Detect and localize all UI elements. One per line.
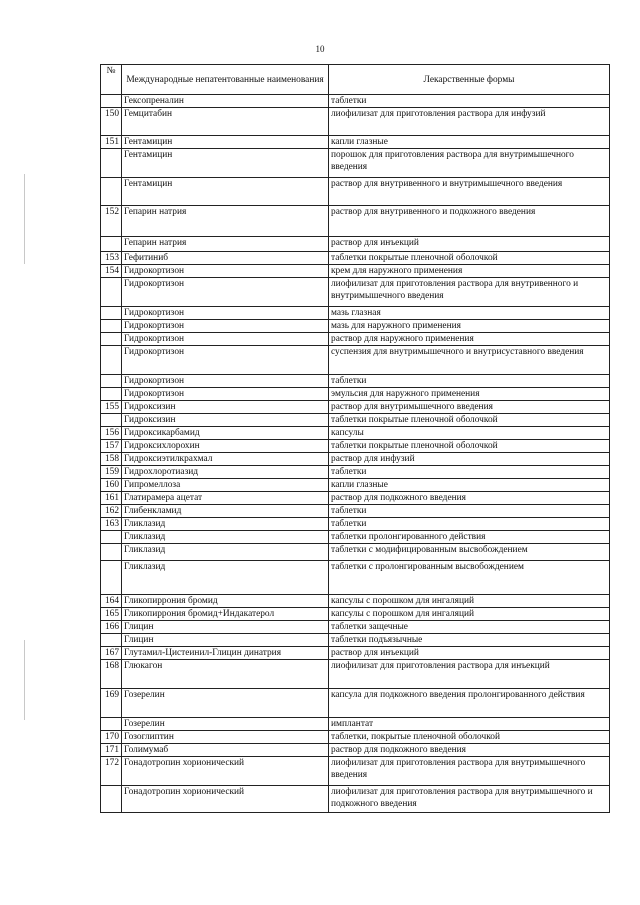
- row-number: 167: [101, 647, 122, 660]
- row-form: лиофилизат для приготовления раствора для внутримышечного и подкожного введения: [329, 786, 610, 813]
- table-row: [101, 278, 610, 307]
- row-number: [101, 634, 122, 647]
- row-name: Гидрокортизон: [122, 278, 329, 307]
- row-form: крем для наружного применения: [329, 265, 610, 278]
- row-number: 156: [101, 427, 122, 440]
- row-number: 166: [101, 621, 122, 634]
- row-form: таблетки с пролонгированным высвобождением: [329, 561, 610, 595]
- row-name: Гентамицин: [122, 136, 329, 149]
- row-name: Гидрокортизон: [122, 333, 329, 346]
- row-name: Гликлазид: [122, 518, 329, 531]
- table-row: [101, 346, 610, 375]
- row-form: капсулы с порошком для ингаляций: [329, 595, 610, 608]
- row-name: Гликопиррония бромид: [122, 595, 329, 608]
- row-form: раствор для внутримышечного введения: [329, 401, 610, 414]
- table-row: [101, 375, 610, 388]
- scan-mark: [24, 174, 25, 264]
- row-form: таблетки: [329, 466, 610, 479]
- row-form: таблетки: [329, 375, 610, 388]
- row-form: эмульсия для наружного применения: [329, 388, 610, 401]
- row-form: раствор для подкожного введения: [329, 744, 610, 757]
- row-form: мазь глазная: [329, 307, 610, 320]
- row-name: Глутамил-Цистеинил-Глицин динатрия: [122, 647, 329, 660]
- header-number: №: [101, 65, 122, 95]
- row-number: [101, 561, 122, 595]
- row-name: Гонадотропин хорионический: [122, 786, 329, 813]
- row-name: Гидроксизин: [122, 414, 329, 427]
- row-form: капсула для подкожного введения пролонгированного действия: [329, 689, 610, 718]
- table-row: [101, 634, 610, 647]
- row-form: раствор для подкожного введения: [329, 492, 610, 505]
- row-form: капли глазные: [329, 479, 610, 492]
- row-name: Гидрохлоротиазид: [122, 466, 329, 479]
- row-number: [101, 375, 122, 388]
- header-form: Лекарственные формы: [329, 65, 610, 95]
- table-row: [101, 453, 610, 466]
- row-number: [101, 531, 122, 544]
- table-row: [101, 108, 610, 136]
- row-form: раствор для инъекций: [329, 237, 610, 252]
- row-form: раствор для инфузий: [329, 453, 610, 466]
- row-number: [101, 149, 122, 178]
- table-row: [101, 689, 610, 718]
- row-number: [101, 320, 122, 333]
- row-form: раствор для внутривенного и внутримышечного введения: [329, 178, 610, 206]
- row-number: 170: [101, 731, 122, 744]
- table-header-row: [101, 65, 610, 95]
- row-name: Глюкагон: [122, 660, 329, 689]
- row-name: Гликопиррония бромид+Индакатерол: [122, 608, 329, 621]
- row-number: [101, 786, 122, 813]
- row-name: Гозерелин: [122, 689, 329, 718]
- table-row: [101, 136, 610, 149]
- table-row: [101, 608, 610, 621]
- row-name: Гентамицин: [122, 149, 329, 178]
- row-name: Гипромеллоза: [122, 479, 329, 492]
- row-name: Гидрокортизон: [122, 265, 329, 278]
- row-form: мазь для наружного применения: [329, 320, 610, 333]
- row-number: 168: [101, 660, 122, 689]
- row-name: Гидроксихлорохин: [122, 440, 329, 453]
- table-row: [101, 252, 610, 265]
- row-number: 163: [101, 518, 122, 531]
- row-number: 159: [101, 466, 122, 479]
- table-row: [101, 786, 610, 813]
- row-number: [101, 718, 122, 731]
- row-form: капсулы с порошком для ингаляций: [329, 608, 610, 621]
- row-name: Гефитиниб: [122, 252, 329, 265]
- row-number: 161: [101, 492, 122, 505]
- row-name: Гидрокортизон: [122, 346, 329, 375]
- table-row: [101, 440, 610, 453]
- row-number: 164: [101, 595, 122, 608]
- table-row: [101, 718, 610, 731]
- table-row: [101, 95, 610, 108]
- row-form: капли глазные: [329, 136, 610, 149]
- table-row: [101, 307, 610, 320]
- row-number: 155: [101, 401, 122, 414]
- row-name: Гидроксизин: [122, 401, 329, 414]
- row-number: 162: [101, 505, 122, 518]
- table-row: [101, 466, 610, 479]
- row-form: раствор для внутривенного и подкожного введения: [329, 206, 610, 237]
- table-row: [101, 479, 610, 492]
- table-row: [101, 660, 610, 689]
- page-number: 10: [315, 44, 325, 54]
- row-form: таблетки: [329, 95, 610, 108]
- table-row: [101, 492, 610, 505]
- table-row: [101, 237, 610, 252]
- row-number: 151: [101, 136, 122, 149]
- row-name: Глибенкламид: [122, 505, 329, 518]
- row-name: Гозоглиптин: [122, 731, 329, 744]
- row-form: таблетки покрытые пленочной оболочкой: [329, 440, 610, 453]
- header-name: Международные непатентованные наименования: [122, 65, 329, 95]
- row-form: лиофилизат для приготовления раствора для инфузий: [329, 108, 610, 136]
- row-number: [101, 307, 122, 320]
- row-number: [101, 414, 122, 427]
- row-number: 153: [101, 252, 122, 265]
- table-row: [101, 149, 610, 178]
- row-name: Гидрокортизон: [122, 375, 329, 388]
- table-row: [101, 647, 610, 660]
- row-name: Гликлазид: [122, 544, 329, 561]
- table-row: [101, 320, 610, 333]
- row-name: Гексопреналин: [122, 95, 329, 108]
- row-form: таблетки покрытые пленочной оболочкой: [329, 252, 610, 265]
- table-row: [101, 621, 610, 634]
- row-name: Глицин: [122, 621, 329, 634]
- table-row: [101, 505, 610, 518]
- table-row: [101, 178, 610, 206]
- row-form: таблетки пролонгированного действия: [329, 531, 610, 544]
- row-number: 171: [101, 744, 122, 757]
- row-form: таблетки с модифицированным высвобождением: [329, 544, 610, 561]
- table-row: [101, 595, 610, 608]
- row-number: 160: [101, 479, 122, 492]
- table-row: [101, 757, 610, 786]
- row-name: Гидроксикарбамид: [122, 427, 329, 440]
- table-row: [101, 518, 610, 531]
- row-form: раствор для наружного применения: [329, 333, 610, 346]
- row-form: таблетки покрытые пленочной оболочкой: [329, 414, 610, 427]
- row-name: Гентамицин: [122, 178, 329, 206]
- row-name: Голимумаб: [122, 744, 329, 757]
- row-number: [101, 95, 122, 108]
- row-name: Гликлазид: [122, 531, 329, 544]
- row-form: порошок для приготовления раствора для внутримышечного введения: [329, 149, 610, 178]
- row-name: Гликлазид: [122, 561, 329, 595]
- row-number: 152: [101, 206, 122, 237]
- row-name: Гонадотропин хорионический: [122, 757, 329, 786]
- scan-mark: [24, 640, 25, 720]
- table-row: [101, 731, 610, 744]
- row-form: лиофилизат для приготовления раствора для внутривенного и внутримышечного введения: [329, 278, 610, 307]
- drug-forms-table: [100, 64, 610, 813]
- row-number: 150: [101, 108, 122, 136]
- row-form: раствор для инъекций: [329, 647, 610, 660]
- row-number: 157: [101, 440, 122, 453]
- row-form: лиофилизат для приготовления раствора для инъекций: [329, 660, 610, 689]
- row-name: Гидроксиэтилкрахмал: [122, 453, 329, 466]
- row-number: [101, 178, 122, 206]
- row-form: имплантат: [329, 718, 610, 731]
- table-row: [101, 401, 610, 414]
- row-form: лиофилизат для приготовления раствора для внутримышечного введения: [329, 757, 610, 786]
- row-number: [101, 346, 122, 375]
- row-name: Глицин: [122, 634, 329, 647]
- row-name: Глатирамера ацетат: [122, 492, 329, 505]
- table-row: [101, 206, 610, 237]
- row-name: Гемцитабин: [122, 108, 329, 136]
- row-name: Гидрокортизон: [122, 307, 329, 320]
- row-number: [101, 278, 122, 307]
- table-row: [101, 388, 610, 401]
- table-row: [101, 333, 610, 346]
- row-form: таблетки: [329, 505, 610, 518]
- row-form: таблетки защечные: [329, 621, 610, 634]
- row-name: Гепарин натрия: [122, 237, 329, 252]
- row-number: 158: [101, 453, 122, 466]
- row-form: таблетки подъязычные: [329, 634, 610, 647]
- row-number: [101, 544, 122, 561]
- table-row: [101, 561, 610, 595]
- row-name: Гозерелин: [122, 718, 329, 731]
- row-number: 165: [101, 608, 122, 621]
- row-number: [101, 237, 122, 252]
- row-number: 154: [101, 265, 122, 278]
- row-name: Гидрокортизон: [122, 388, 329, 401]
- row-number: [101, 333, 122, 346]
- table-row: [101, 531, 610, 544]
- row-number: 172: [101, 757, 122, 786]
- table-row: [101, 414, 610, 427]
- row-form: таблетки: [329, 518, 610, 531]
- row-form: суспензия для внутримышечного и внутрисуставного введения: [329, 346, 610, 375]
- row-form: таблетки, покрытые пленочной оболочкой: [329, 731, 610, 744]
- table-row: [101, 744, 610, 757]
- table-row: [101, 265, 610, 278]
- row-number: [101, 388, 122, 401]
- row-name: Гидрокортизон: [122, 320, 329, 333]
- row-name: Гепарин натрия: [122, 206, 329, 237]
- table-row: [101, 427, 610, 440]
- row-form: капсулы: [329, 427, 610, 440]
- row-number: 169: [101, 689, 122, 718]
- table-row: [101, 544, 610, 561]
